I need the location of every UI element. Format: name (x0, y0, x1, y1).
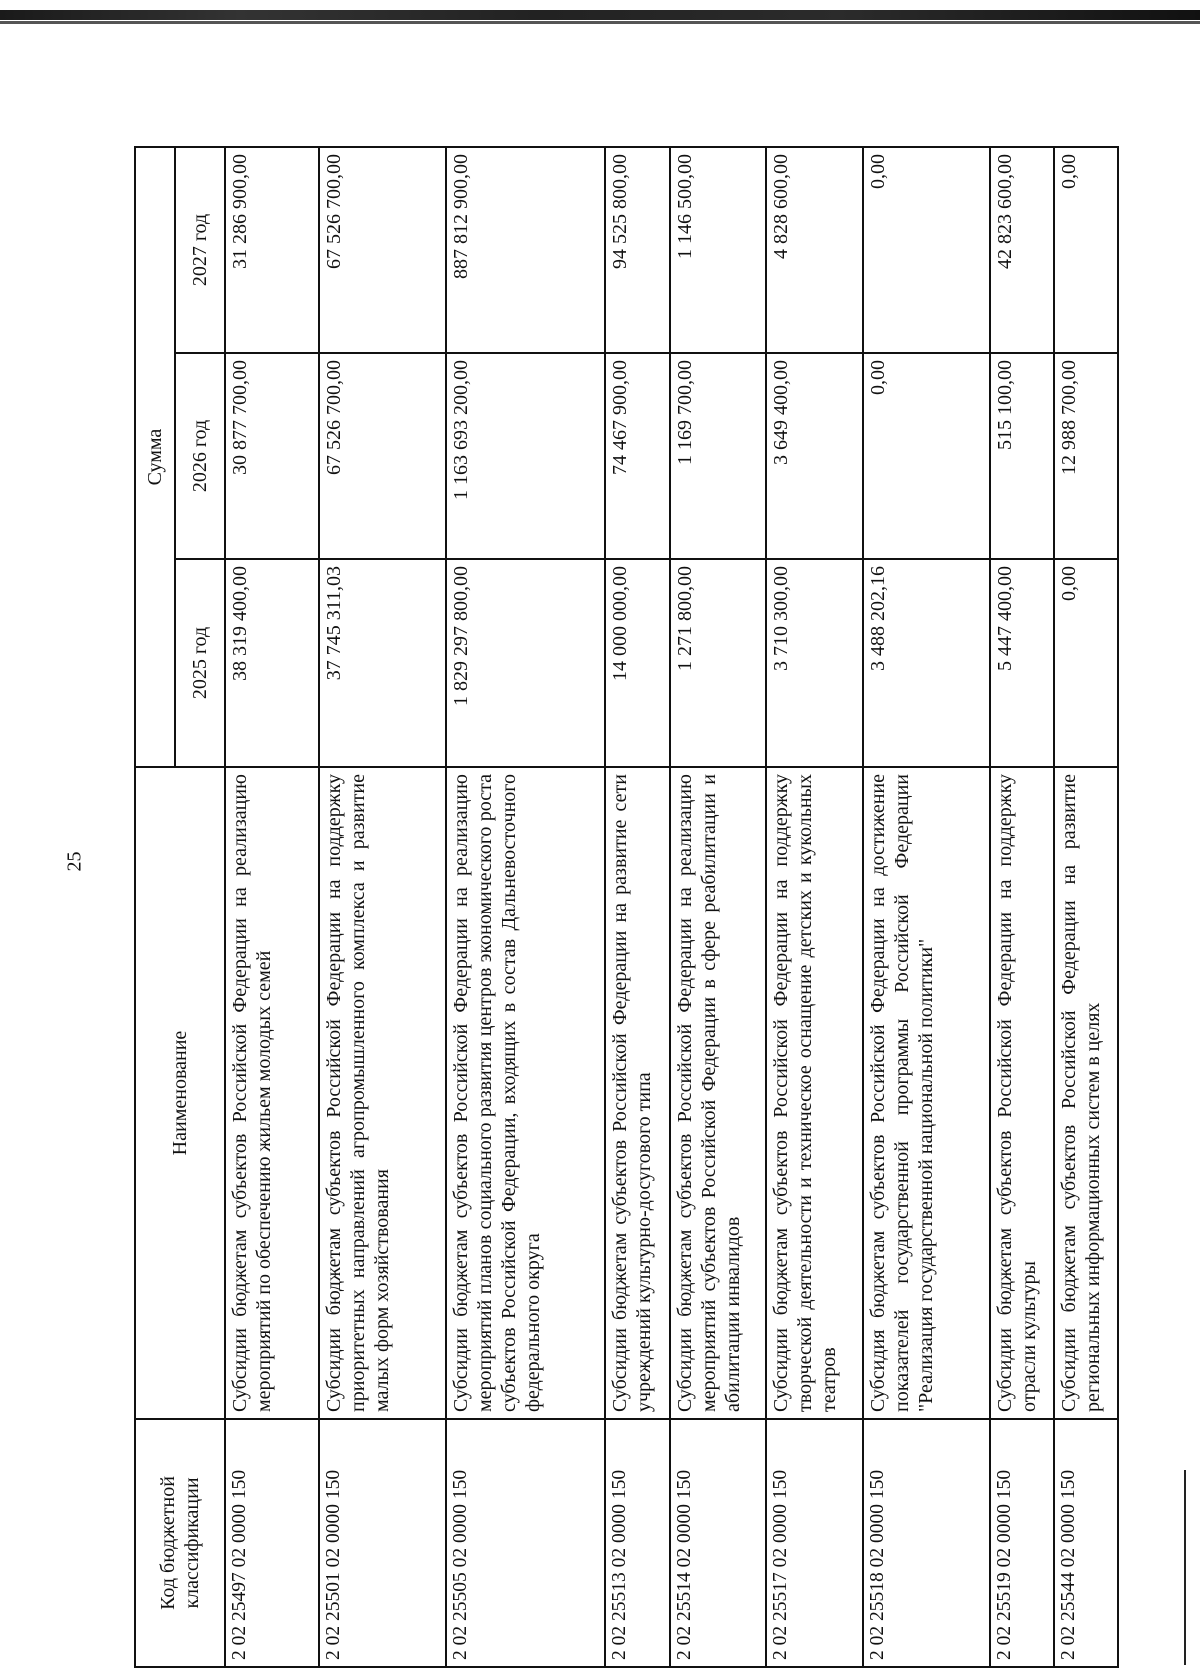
row-code: 2 02 25497 02 0000 150 (225, 1419, 319, 1667)
scan-artifact-edge (1184, 1470, 1186, 1665)
row-code: 2 02 25514 02 0000 150 (670, 1419, 766, 1667)
row-2027: 67 526 700,00 (319, 147, 446, 353)
row-2027: 0,00 (1054, 147, 1118, 353)
row-2027: 887 812 900,00 (446, 147, 605, 353)
row-2025: 5 447 400,00 (990, 559, 1055, 767)
table-row (863, 147, 990, 1667)
row-2027: 4 828 600,00 (766, 147, 862, 353)
table-row (766, 147, 862, 1667)
row-name: Субсидии бюджетам субъектов Российской Федерации на реализацию мероприятий планов социального развития центров экономического роста субъектов Российской Федерации, входящих в состав Дальневосточного федерального округа (446, 767, 605, 1419)
row-2027: 0,00 (863, 147, 990, 353)
row-2026: 515 100,00 (990, 353, 1055, 559)
row-name: Субсидии бюджетам субъектов Российской Федерации на поддержку отрасли культуры (990, 767, 1055, 1419)
table-row (225, 147, 319, 1667)
row-code: 2 02 25501 02 0000 150 (319, 1419, 446, 1667)
row-2026: 30 877 700,00 (225, 353, 319, 559)
header-2026: 2026 год (175, 353, 225, 559)
row-2025: 3 488 202,16 (863, 559, 990, 767)
row-2027: 31 286 900,00 (225, 147, 319, 353)
row-code: 2 02 25518 02 0000 150 (863, 1419, 990, 1667)
row-2025: 0,00 (1054, 559, 1118, 767)
scan-artifact-line (0, 21, 1200, 24)
row-name: Субсидия бюджетам субъектов Российской Федерации на достижение показателей государственной программы Российской Федерации "Реализация государственной национальной политики" (863, 767, 990, 1419)
rotated-table-container (134, 148, 1119, 1668)
table-row (446, 147, 605, 1667)
row-code: 2 02 25519 02 0000 150 (990, 1419, 1055, 1667)
header-name: Наименование (135, 767, 225, 1419)
row-code: 2 02 25544 02 0000 150 (1054, 1419, 1118, 1667)
header-sum: Сумма (135, 147, 175, 767)
scan-artifact-bar (0, 10, 1200, 20)
table-row (1054, 147, 1118, 1667)
row-2027: 94 525 800,00 (605, 147, 670, 353)
row-2026: 1 169 700,00 (670, 353, 766, 559)
row-2026: 74 467 900,00 (605, 353, 670, 559)
row-code: 2 02 25513 02 0000 150 (605, 1419, 670, 1667)
row-name: Субсидии бюджетам субъектов Российской Федерации на поддержку приоритетных направлений агропромышленного комплекса и развитие малых форм хозяйствования (319, 767, 446, 1419)
row-2026: 67 526 700,00 (319, 353, 446, 559)
row-2025: 37 745 311,03 (319, 559, 446, 767)
budget-table (134, 146, 1119, 1668)
header-2025: 2025 год (175, 559, 225, 767)
header-2027: 2027 год (175, 147, 225, 353)
row-2025: 14 000 000,00 (605, 559, 670, 767)
page-number: 25 (63, 851, 86, 872)
row-2025: 38 319 400,00 (225, 559, 319, 767)
table-row (605, 147, 670, 1667)
row-2025: 3 710 300,00 (766, 559, 862, 767)
row-2026: 3 649 400,00 (766, 353, 862, 559)
table-row (319, 147, 446, 1667)
row-2026: 12 988 700,00 (1054, 353, 1118, 559)
table-row (670, 147, 766, 1667)
row-2026: 1 163 693 200,00 (446, 353, 605, 559)
row-code: 2 02 25505 02 0000 150 (446, 1419, 605, 1667)
row-2027: 42 823 600,00 (990, 147, 1055, 353)
row-2026: 0,00 (863, 353, 990, 559)
row-name: Субсидии бюджетам субъектов Российской Федерации на развитие региональных информационных систем в целях (1054, 767, 1118, 1419)
header-code: Код бюджетной классификации (135, 1419, 225, 1667)
row-name: Субсидии бюджетам субъектов Российской Федерации на поддержку творческой деятельности и техническое оснащение детских и кукольных театров (766, 767, 862, 1419)
row-2027: 1 146 500,00 (670, 147, 766, 353)
row-2025: 1 271 800,00 (670, 559, 766, 767)
row-code: 2 02 25517 02 0000 150 (766, 1419, 862, 1667)
row-name: Субсидии бюджетам субъектов Российской Федерации на реализацию мероприятий по обеспечению жильем молодых семей (225, 767, 319, 1419)
row-name: Субсидии бюджетам субъектов Российской Федерации на реализацию мероприятий субъектов Российской Федерации в сфере реабилитации и абилитации инвалидов (670, 767, 766, 1419)
table-row (990, 147, 1055, 1667)
row-2025: 1 829 297 800,00 (446, 559, 605, 767)
row-name: Субсидии бюджетам субъектов Российской Федерации на развитие сети учреждений культурно-досугового типа (605, 767, 670, 1419)
